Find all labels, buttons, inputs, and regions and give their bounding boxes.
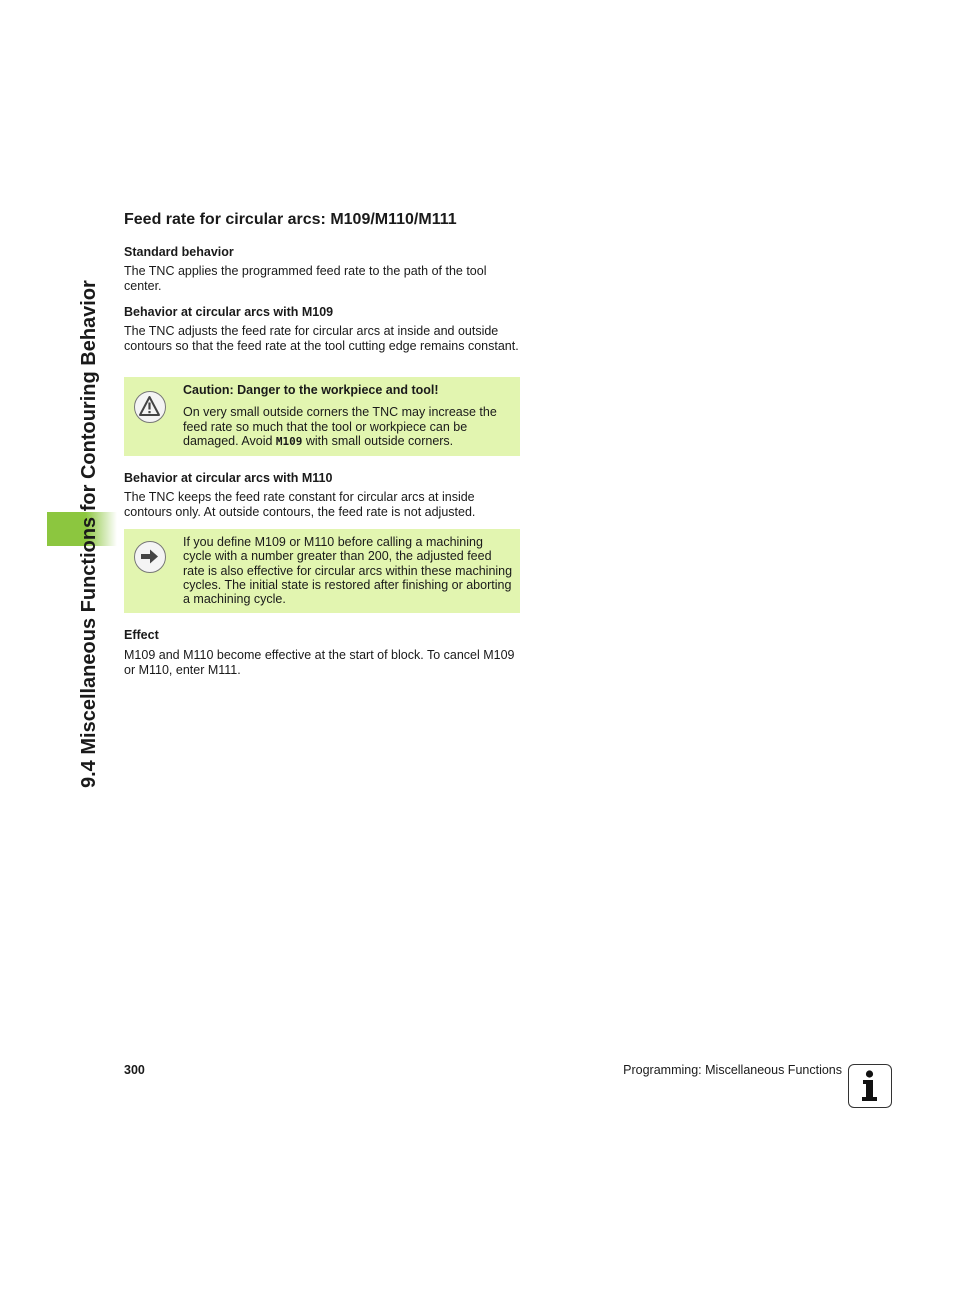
hint-box: [124, 529, 520, 613]
m109-text: The TNC adjusts the feed rate for circular arcs at inside and outside contours so that the feed rate at the tool cutting edge remains constant.: [124, 324, 519, 353]
caution-text: On very small outside corners the TNC may increase the feed rate so much that the tool or workpiece can be damaged. Avoid M109 with small outside corners.: [183, 405, 497, 448]
warning-icon: [134, 391, 166, 423]
standard-text: The TNC applies the programmed feed rate to the path of the tool center.: [124, 264, 487, 293]
footer-title: Programming: Miscellaneous Functions: [623, 1063, 842, 1077]
hint-text: If you define M109 or M110 before calling a machining cycle with a number greater than 200, the adjusted feed rate is also effective for circular arcs within these machining cycles. The initial state is restored after finishing or aborting a machining cycle.: [183, 535, 513, 607]
arrow-right-icon: [134, 541, 166, 573]
section-title: Feed rate for circular arcs: M109/M110/M111: [124, 211, 457, 228]
effect-heading: Effect: [124, 628, 159, 642]
caution-title: Caution: Danger to the workpiece and tool!: [183, 383, 439, 397]
m109-heading: Behavior at circular arcs with M109: [124, 305, 334, 319]
m110-text: The TNC keeps the feed rate constant for circular arcs at inside contours only. At outside contours, the feed rate is not adjusted.: [124, 490, 476, 519]
info-icon: [848, 1064, 892, 1108]
standard-heading: Standard behavior: [124, 245, 234, 259]
m110-heading: Behavior at circular arcs with M110: [124, 471, 333, 485]
effect-text: M109 and M110 become effective at the start of block. To cancel M109 or M110, enter M111.: [124, 648, 515, 677]
caution-box: [124, 377, 520, 456]
chapter-side-title: 9.4 Miscellaneous Functions for Contouring Behavior: [78, 280, 100, 788]
page-number: 300: [124, 1063, 145, 1077]
code-m109: M109: [275, 434, 303, 448]
